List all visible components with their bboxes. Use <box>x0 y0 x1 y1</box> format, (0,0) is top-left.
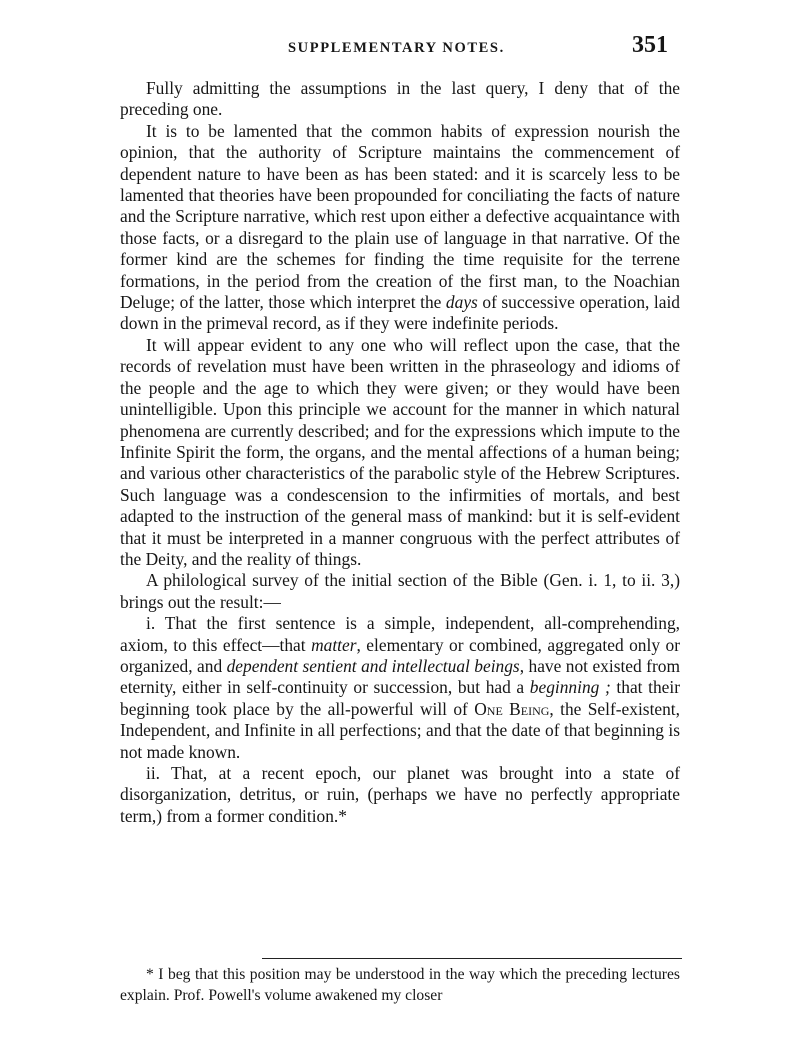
paragraph-1-text: Fully admitting the assumptions in the last query, I deny that of the preceding one. <box>120 78 680 120</box>
paragraph-6-text: ii. That, at a recent epoch, our planet was brought into a state of disorganization, detritus, or ruin, (perhaps we have no perfectly appropriate term,) from a former condition.* <box>120 763 680 826</box>
paragraph-3 <box>120 335 680 570</box>
paragraph-5 <box>120 613 680 763</box>
emphasis-beginning: beginning ; <box>529 677 611 698</box>
footnote <box>120 964 680 1006</box>
emphasis-beings: dependent sentient and intellectual beings <box>226 655 520 676</box>
paragraph-2 <box>120 121 680 335</box>
paragraph-5-part-d: that their beginning took place by the all-powerful will of <box>120 677 680 719</box>
paragraph-5-part-c: , have not existed from eternity, either in self-continuity or succession, but had a <box>120 655 680 698</box>
paragraph-4 <box>120 570 680 613</box>
paragraph-3-text: It will appear evident to any one who will reflect upon the case, that the records of revelation must have been written in the phraseology and idioms of the people and the age to which they were given; or they would have been unintelligible. Upon this principle we account for the manner in which natural phenomena are currently described; and for the expressions which impute to the Infinite Spirit the form, the organs, and the mental affections of a human being; and various other characteristics of the parabolic style of the Hebrew Scriptures. Such language was a condescension to the infirmities of mortals, and best adapted to the instruction of the general mass of mankind: but it is self-evident that it must be interpreted in a manner congruous with the perfect attributes of the Deity, and the reality of things. <box>120 334 680 569</box>
paragraph-2-end: of successive operation, laid down in the primeval record, as if they were indefinite periods. <box>120 292 681 334</box>
footnote-divider <box>262 958 682 959</box>
footnote-paragraph <box>120 964 680 1006</box>
emphasis-matter: matter <box>311 634 357 655</box>
paragraph-1 <box>120 78 680 121</box>
body-text <box>120 78 680 827</box>
small-caps-one-being: One Being <box>474 698 550 719</box>
paragraph-5-part-e: , the Self-existent, Independent, and Infinite in all perfections; and that the date of that beginning is not made known. <box>120 698 680 762</box>
page-header <box>120 32 680 66</box>
paragraph-4-text: A philological survey of the initial section of the Bible (Gen. i. 1, to ii. 3,) brings out the result:— <box>120 570 680 612</box>
paragraph-6 <box>120 763 680 827</box>
running-head: SUPPLEMENTARY NOTES. <box>288 40 505 56</box>
page-number: 351 <box>632 32 668 58</box>
paragraph-2-text: It is to be lamented that the common habits of expression nourish the opinion, that the authority of Scripture maintains the commencement of dependent nature to have been as has been stated: and it is scarcely less to be lamented that theories have been propounded for conciliating the facts of nature and the Scripture narrative, which rest upon either a defective acquaintance with those facts, or a disregard to the plain use of language in that narrative. Of the former kind are the schemes for finding the time requisite for the terrene formations, in the period from the creation of the first man, to the Noachian Deluge; of the latter, those which interpret the <box>120 120 680 313</box>
paragraph-5-part-b: , elementary or combined, aggregated only or organized, and <box>120 634 680 676</box>
emphasis-days: days <box>445 292 478 313</box>
footnote-text: * I beg that this position may be understood in the way which the preceding lectures explain. Prof. Powell's volume awakened my closer <box>120 966 680 1004</box>
paragraph-5-part-a: i. That the first sentence is a simple, independent, all-comprehending, axiom, to this effect—that <box>120 613 680 655</box>
